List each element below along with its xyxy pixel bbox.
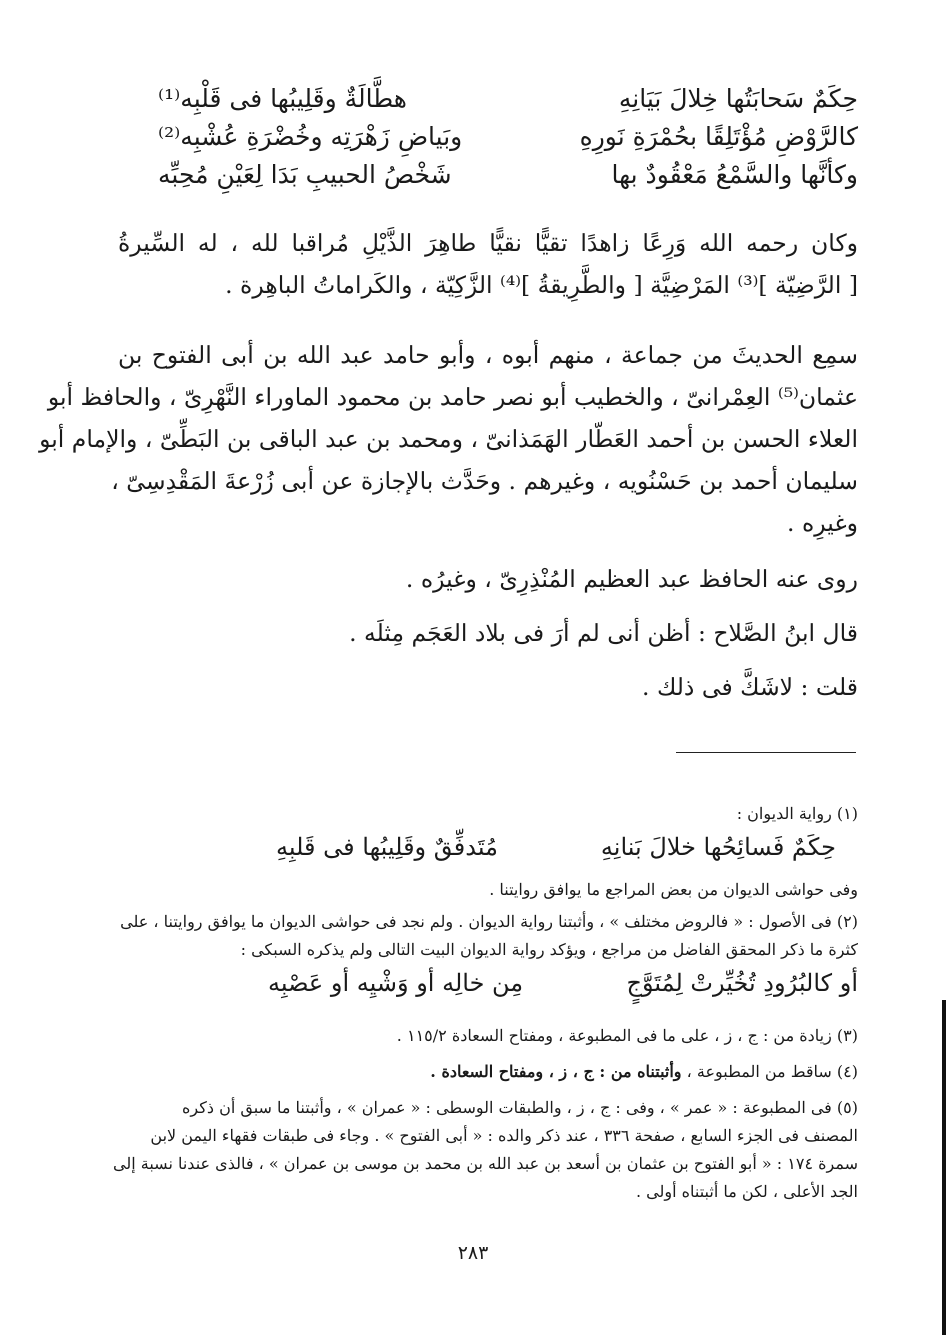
footnote-5-line-2: المصنف فى الجزء السابع ، صفحة ٣٣٦ ، عند ذكر والده : « أبى الفتوح » . وجاء فى طبقات فقهاء اليمن لابن [150, 1126, 858, 1145]
footnote-1-verse-first: حِكَمٌ فَسائِحُها خلالَ بَنانِهِ [600, 833, 836, 861]
paragraph-line: العلاء الحسن بن أحمد العَطّار الهَمَذانىّ ، ومحمد بن عبد الباقى بن البَطِّىّ ، والإمام أبو [39, 425, 858, 453]
footnote-1-label: (١) رواية الديوان : [736, 804, 858, 823]
footnote-3: (٣) زيادة من : ج ، ز ، على ما فى المطبوعة ، ومفتاح السعادة ١١٥/٢ . [396, 1026, 858, 1045]
paragraph-piety [118, 222, 858, 306]
footnote-2-verse-second: مِن خالِه أو وَشْيِه أو عَصْبِه [268, 969, 524, 997]
qultu-text: قلت : لاشَكَّ فى ذلك . [642, 673, 858, 701]
footnote-4-bold: وأثبتناه من : ج ، ز ، ومفتاح السعادة . [430, 1062, 682, 1081]
ibn-salah-line [118, 612, 858, 654]
paragraph-line: سليمان أحمد بن حَسْنُويه ، وغيرهم . وحَدَّث بالإجازة عن أبى زُرْعةَ المَقْدِسِىّ ، [111, 467, 858, 495]
footnote-1-verse-second: مُتَدفِّقٌ وقَلِيبُها فى قَلبِهِ [276, 833, 498, 861]
ibn-salah-text: قال ابنُ الصَّلاح : أظن أنى لم أرَ فى بلاد العَجَم مِثلَه . [349, 619, 858, 647]
verse-1-first-hemistich: حِكَمٌ سَحابَتُها خِلالَ بَيَانِهِ [618, 84, 858, 113]
footnote-2-verse [268, 966, 858, 1000]
footnote-2-line-1: (٢) فى الأصول : « فالروض مختلف » ، وأثبتنا رواية الديوان . ولم نجد فى حواشى الديوان ما يوافق روايتنا ، على [120, 912, 858, 931]
verse-1-second-hemistich: هطَّالَةٌ وقَلِيبُها فى قَلْبِه⁽¹⁾ [158, 84, 407, 113]
footnote-4-plain: (٤) ساقط من المطبوعة ، [681, 1062, 858, 1081]
paragraph-line: وكان رحمه الله وَرِعًا زاهدًا تقيًّا نقيًّا طاهِرَ الذَّيْلِ مُراقبا لله ، له السِّيرةُ [118, 229, 858, 257]
poem-verses [158, 80, 858, 194]
paragraph-line: [ الرَّضِيّة ]⁽³⁾ المَرْضِيَّة [ والطَّرِيقةُ ]⁽⁴⁾ الزَّكِيّة ، والكَراماتُ الباهِرة . [225, 271, 858, 299]
footnote-4 [128, 1058, 858, 1086]
scan-edge-shadow [942, 1000, 946, 1335]
paragraph-line: وغيرِه . [787, 509, 858, 537]
verse-2-second-hemistich: وبَياضِ زَهْرَتِه وخُضْرَةِ عُشْبِه⁽²⁾ [158, 122, 463, 151]
verse-line-1 [158, 80, 858, 118]
footnote-1-after: وفى حواشى الديوان من بعض المراجع ما يوافق روايتنا . [489, 880, 858, 899]
paragraph-hadith [39, 334, 858, 544]
footnote-2-line-2: كثرة ما ذكر المحقق الفاضل من مراجع ، ويؤكد رواية الديوان البيت التالى ولم يذكره السبكى : [240, 940, 858, 959]
verse-line-3 [158, 156, 858, 194]
verse-2-first-hemistich: كالرَّوْضِ مُؤْتَلِقًا بحُمْرَةِ نَورِهِ [579, 122, 858, 151]
narrated-by-line [118, 558, 858, 600]
footnote-5-line-3: سمرة ١٧٤ : « أبو الفتوح بن عثمان بن أسعد بن عبد الله بن محمد بن موسى بن عمران » ، فالذى عندنا نسبة إلى [113, 1154, 858, 1173]
narrated-by-text: روى عنه الحافظ عبد العظيم المُنْذِرِىّ ، وغيرُه . [405, 565, 858, 593]
verse-line-2 [158, 118, 858, 156]
footnote-5-line-4: الجد الأعلى ، لكن ما أثبتناه أولى . [635, 1182, 858, 1201]
footnote-2-verse-first: أو كالبُرُودِ تُخُيِّرتْ لِمُتَوَّجٍ [626, 969, 858, 997]
footnote-5-line-1: (٥) فى المطبوعة : « عمر » ، وفى : ج ، ز ، والطبقات الوسطى : « عمران » ، وأثبتنا ما سبق أن ذكره [182, 1098, 858, 1117]
footnote-1-verse [276, 830, 836, 864]
qultu-line [118, 666, 858, 708]
footnote-separator [676, 752, 856, 753]
paragraph-line: سمِع الحديثَ من جماعة ، منهم أبوه ، وأبو حامد عبد الله بن أبى الفتوح بن [118, 341, 858, 369]
paragraph-line: عثمان⁽⁵⁾ العِمْرانىّ ، والخطيب أبو نصر حامد بن محمود الماوراء النَّهْرِىّ ، والحافظ أبو [47, 383, 858, 411]
page-number: ٢٨٣ [457, 1242, 489, 1264]
verse-3-first-hemistich: وكأنَّها والسَّمْعُ مَعْقُودٌ بها [611, 160, 858, 189]
verse-3-second-hemistich: شَخْصُ الحبيبِ بَدَا لِعَيْنِ مُحِبِّه [158, 160, 452, 189]
